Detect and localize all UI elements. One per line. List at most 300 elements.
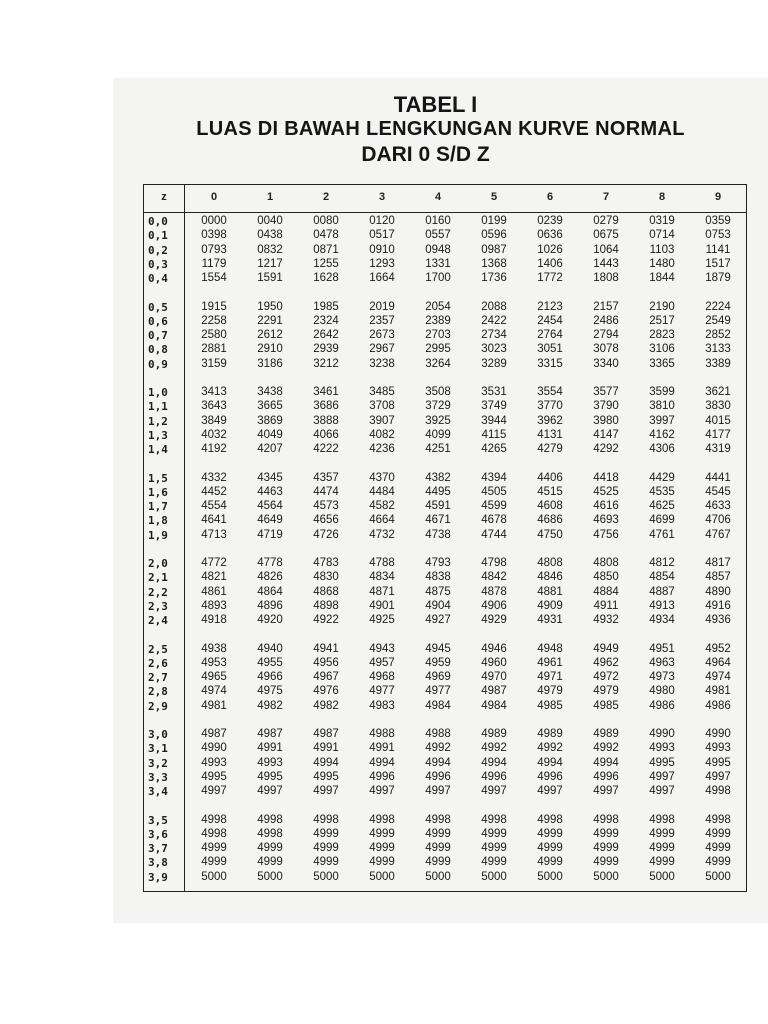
table-cell: 4994 [593, 756, 619, 769]
table-cell: 4943 [369, 642, 395, 655]
table-cell: 3023 [481, 343, 507, 356]
table-cell: 4838 [425, 571, 451, 584]
table-cell: 0160 [425, 215, 451, 227]
table-cell: 1517 [705, 257, 731, 270]
table-cell: 4951 [649, 642, 675, 655]
table-cell: 4686 [537, 514, 563, 527]
table-cell: 4982 [257, 699, 283, 712]
table-cell: 5000 [369, 870, 395, 883]
table-cell: 4484 [369, 485, 395, 498]
column-header: 1 [266, 191, 274, 203]
table-cell: 4761 [649, 528, 675, 541]
table-cell: 4986 [649, 699, 675, 712]
table-cell: 1141 [705, 243, 731, 256]
table-cell: 4998 [369, 813, 395, 826]
table-cell: 4991 [313, 742, 339, 755]
table-cell: 4857 [705, 571, 731, 584]
table-cell: 0557 [425, 229, 451, 242]
table-cell: 4599 [481, 500, 507, 513]
table-cell: 3888 [313, 414, 339, 427]
table-cell: 0871 [313, 243, 339, 256]
table-cell: 4545 [705, 485, 731, 498]
table-cell: 2054 [425, 300, 451, 313]
table-cell: 4066 [313, 428, 339, 441]
table-cell: 4994 [313, 756, 339, 769]
table-cell: 4922 [313, 614, 339, 627]
table-cell: 3980 [593, 414, 619, 427]
table-cell: 2019 [369, 300, 395, 313]
table-cell: 4015 [705, 414, 731, 427]
table-row [144, 700, 746, 714]
table-cell: 4429 [649, 471, 675, 484]
table-cell: 4999 [649, 842, 675, 855]
table-cell: 4938 [201, 642, 227, 655]
table-cell: 2642 [313, 329, 339, 342]
table-cell: 0000 [201, 215, 227, 227]
table-cell: 1103 [649, 243, 675, 256]
table-cell: 4999 [705, 827, 731, 840]
table-cell: 1026 [537, 243, 563, 256]
table-cell: 4959 [425, 656, 451, 669]
table-cell: 4968 [369, 671, 395, 684]
table-cell: 4793 [425, 557, 451, 569]
table-cell: 4875 [425, 585, 451, 598]
table-cell: 1179 [201, 257, 227, 270]
table-cell: 4990 [705, 728, 731, 740]
table-cell: 4641 [201, 514, 227, 527]
table-cell: 3749 [481, 400, 507, 413]
table-cell: 4162 [649, 428, 675, 441]
table-cell: 4999 [593, 827, 619, 840]
table-cell: 4884 [593, 585, 619, 598]
table-cell: 4961 [537, 656, 563, 669]
table-row [144, 500, 746, 514]
table-cell: 4987 [481, 685, 507, 698]
table-cell: 4913 [649, 599, 675, 612]
z-value: 2,3 [148, 599, 168, 613]
table-cell: 4893 [201, 599, 227, 612]
table-cell: 2486 [593, 314, 619, 327]
table-cell: 4997 [481, 785, 507, 798]
table-cell: 4949 [593, 642, 619, 655]
table-cell: 4936 [705, 614, 731, 627]
table-cell: 3643 [201, 400, 227, 413]
table-cell: 4664 [369, 514, 395, 527]
title-block [113, 92, 768, 167]
table-cell: 4319 [705, 443, 731, 456]
table-cell: 4999 [257, 856, 283, 869]
table-subtitle: LUAS DI BAWAH LENGKUNGAN KURVE NORMAL [196, 118, 685, 140]
table-cell: 4871 [369, 585, 395, 598]
table-cell: 2422 [481, 314, 507, 327]
table-cell: 4306 [649, 443, 675, 456]
table-cell: 4948 [537, 642, 563, 655]
table-cell: 4996 [481, 770, 507, 783]
table-cell: 4999 [369, 856, 395, 869]
table-cell: 4292 [593, 443, 619, 456]
table-cell: 2088 [481, 300, 507, 313]
table-cell: 4999 [313, 827, 339, 840]
table-cell: 4988 [369, 728, 395, 740]
table-cell: 4976 [313, 685, 339, 698]
table-cell: 4998 [649, 813, 675, 826]
table-cell: 4726 [313, 528, 339, 541]
table-cell: 4826 [257, 571, 283, 584]
table-cell: 3438 [257, 386, 283, 398]
table-row [144, 229, 746, 243]
table-cell: 4940 [257, 642, 283, 655]
table-row [144, 244, 746, 258]
table-cell: 4997 [425, 785, 451, 798]
table-cell: 0596 [481, 229, 507, 242]
table-cell: 1844 [649, 272, 675, 285]
table-cell: 4898 [313, 599, 339, 612]
table-cell: 3621 [705, 386, 731, 398]
table-cell: 3830 [705, 400, 731, 413]
table-cell: 4861 [201, 585, 227, 598]
table-cell: 4582 [369, 500, 395, 513]
table-cell: 4988 [425, 728, 451, 740]
table-cell: 4969 [425, 671, 451, 684]
table-cell: 4906 [481, 599, 507, 612]
table-cell: 3159 [201, 357, 227, 370]
table-cell: 3485 [369, 386, 395, 398]
table-cell: 4990 [649, 728, 675, 740]
table-cell: 4573 [313, 500, 339, 513]
table-cell: 4418 [593, 471, 619, 484]
table-cell: 0438 [257, 229, 283, 242]
table-cell: 3997 [649, 414, 675, 427]
table-cell: 1406 [537, 257, 563, 270]
table-cell: 4955 [257, 656, 283, 669]
table-cell: 4967 [313, 671, 339, 684]
table-cell: 4678 [481, 514, 507, 527]
table-cell: 4977 [425, 685, 451, 698]
table-cell: 4996 [537, 770, 563, 783]
table-cell: 4990 [201, 742, 227, 755]
table-cell: 4997 [537, 785, 563, 798]
table-cell: 4987 [313, 728, 339, 740]
table-cell: 2324 [313, 314, 339, 327]
table-cell: 4982 [313, 699, 339, 712]
table-cell: 4864 [257, 585, 283, 598]
table-cell: 0714 [649, 229, 675, 242]
table-row [144, 415, 746, 429]
table-row [144, 258, 746, 272]
table-cell: 5000 [649, 870, 675, 883]
table-cell: 4767 [705, 528, 731, 541]
table-cell: 4974 [705, 671, 731, 684]
table-cell: 1443 [593, 257, 619, 270]
table-cell: 4983 [369, 699, 395, 712]
table-cell: 4997 [313, 785, 339, 798]
table-cell: 4920 [257, 614, 283, 627]
table-cell: 4999 [201, 856, 227, 869]
z-value: 1,3 [148, 428, 168, 442]
table-cell: 4985 [593, 699, 619, 712]
table-cell: 4750 [537, 528, 563, 541]
table-row [144, 643, 746, 657]
table-cell: 3531 [481, 386, 507, 398]
table-cell: 4406 [537, 471, 563, 484]
table-cell: 4744 [481, 528, 507, 541]
table-cell: 4998 [537, 813, 563, 826]
table-cell: 4992 [481, 742, 507, 755]
table-cell: 2939 [313, 343, 339, 356]
table-cell: 4925 [369, 614, 395, 627]
table-cell: 4995 [705, 756, 731, 769]
z-value: 3,0 [148, 728, 168, 741]
z-value: 1,8 [148, 514, 168, 528]
table-cell: 4998 [201, 813, 227, 826]
table-cell: 3554 [537, 386, 563, 398]
table-cell: 4382 [425, 471, 451, 484]
table-cell: 2123 [537, 300, 563, 313]
table-cell: 4554 [201, 500, 227, 513]
table-cell: 4977 [369, 685, 395, 698]
table-cell: 4868 [313, 585, 339, 598]
table-cell: 3106 [649, 343, 675, 356]
table-cell: 4649 [257, 514, 283, 527]
table-cell: 0319 [649, 215, 675, 227]
table-cell: 4878 [481, 585, 507, 598]
table-cell: 3340 [593, 357, 619, 370]
table-cell: 4999 [425, 842, 451, 855]
z-value: 2,9 [148, 699, 168, 713]
table-cell: 2734 [481, 329, 507, 342]
table-cell: 0239 [537, 215, 563, 227]
table-cell: 2157 [593, 300, 619, 313]
z-value: 0,7 [148, 329, 168, 343]
table-cell: 4535 [649, 485, 675, 498]
table-header [144, 185, 746, 213]
z-value: 0,1 [148, 229, 168, 243]
column-header: 8 [658, 191, 666, 203]
table-cell: 4986 [705, 699, 731, 712]
table-row [144, 443, 746, 457]
table-cell: 1985 [313, 300, 339, 313]
z-value: 3,9 [148, 870, 168, 884]
table-cell: 4901 [369, 599, 395, 612]
table-cell: 4909 [537, 599, 563, 612]
table-cell: 3238 [369, 357, 395, 370]
table-cell: 4992 [425, 742, 451, 755]
table-cell: 4981 [201, 699, 227, 712]
table-row [144, 757, 746, 771]
table-row [144, 343, 746, 357]
table-cell: 4357 [313, 471, 339, 484]
table-cell: 1700 [425, 272, 451, 285]
table-cell: 4941 [313, 642, 339, 655]
z-value: 0,4 [148, 272, 168, 286]
table-cell: 4987 [257, 728, 283, 740]
table-cell: 2673 [369, 329, 395, 342]
table-cell: 1808 [593, 272, 619, 285]
table-cell: 0199 [481, 215, 507, 227]
table-cell: 4980 [649, 685, 675, 698]
table-cell: 4999 [313, 842, 339, 855]
table-cell: 4177 [705, 428, 731, 441]
z-value: 2,7 [148, 671, 168, 685]
table-cell: 4998 [705, 785, 731, 798]
table-cell: 4713 [201, 528, 227, 541]
table-cell: 3264 [425, 357, 451, 370]
table-row [144, 842, 746, 856]
table-cell: 4999 [593, 856, 619, 869]
table-cell: 2454 [537, 314, 563, 327]
table-cell: 4332 [201, 471, 227, 484]
table-row [144, 486, 746, 500]
table-cell: 4082 [369, 428, 395, 441]
table-row [144, 472, 746, 486]
table-cell: 4973 [649, 671, 675, 684]
table-cell: 3577 [593, 386, 619, 398]
table-cell: 4474 [313, 485, 339, 498]
table-cell: 5000 [257, 870, 283, 883]
table-cell: 4918 [201, 614, 227, 627]
table-cell: 2852 [705, 329, 731, 342]
table-cell: 2389 [425, 314, 451, 327]
table-row [144, 657, 746, 671]
z-value: 2,5 [148, 642, 168, 656]
table-cell: 4222 [313, 443, 339, 456]
table-cell: 1293 [369, 257, 395, 270]
column-header: 5 [490, 191, 498, 203]
table-cell: 3186 [257, 357, 283, 370]
table-cell: 4783 [313, 557, 339, 569]
table-cell: 4911 [593, 599, 619, 612]
table-cell: 4699 [649, 514, 675, 527]
table-cell: 4798 [481, 557, 507, 569]
table-cell: 2258 [201, 314, 227, 327]
table-cell: 4966 [257, 671, 283, 684]
table-cell: 4115 [481, 428, 507, 441]
table-row [144, 315, 746, 329]
column-header: 9 [714, 191, 722, 203]
table-cell: 4999 [257, 842, 283, 855]
table-cell: 0910 [369, 243, 395, 256]
table-cell: 4999 [313, 856, 339, 869]
table-row [144, 301, 746, 315]
table-cell: 4965 [201, 671, 227, 684]
table-row [144, 586, 746, 600]
table-cell: 0987 [481, 243, 507, 256]
table-cell: 3770 [537, 400, 563, 413]
table-cell: 4995 [257, 770, 283, 783]
table-cell: 3944 [481, 414, 507, 427]
table-cell: 1554 [201, 272, 227, 285]
table-cell: 1331 [425, 257, 451, 270]
table-cell: 3289 [481, 357, 507, 370]
table-cell: 4345 [257, 471, 283, 484]
table-cell: 3665 [257, 400, 283, 413]
z-value: 0,3 [148, 257, 168, 271]
table-cell: 4515 [537, 485, 563, 498]
table-cell: 4993 [649, 742, 675, 755]
table-cell: 4192 [201, 443, 227, 456]
table-cell: 4778 [257, 557, 283, 569]
z-value: 3,5 [148, 813, 168, 827]
z-value: 0,5 [148, 300, 168, 314]
table-cell: 4999 [537, 856, 563, 869]
table-cell: 1772 [537, 272, 563, 285]
table-cell: 4960 [481, 656, 507, 669]
table-subtitle-range: DARI 0 S/D Z [361, 143, 490, 166]
table-cell: 4719 [257, 528, 283, 541]
table-cell: 0120 [369, 215, 395, 227]
table-cell: 4994 [425, 756, 451, 769]
table-cell: 0636 [537, 229, 563, 242]
column-header: 6 [546, 191, 554, 203]
table-cell: 4370 [369, 471, 395, 484]
table-row [144, 272, 746, 286]
table-cell: 2612 [257, 329, 283, 342]
table-cell: 0359 [705, 215, 731, 227]
table-cell: 4994 [369, 756, 395, 769]
z-value: 1,6 [148, 485, 168, 499]
table-cell: 2794 [593, 329, 619, 342]
table-cell: 3729 [425, 400, 451, 413]
table-cell: 4999 [425, 856, 451, 869]
table-cell: 5000 [313, 870, 339, 883]
z-value: 3,1 [148, 742, 168, 756]
table-cell: 4881 [537, 585, 563, 598]
column-header: 7 [602, 191, 610, 203]
table-row [144, 614, 746, 628]
table-cell: 2517 [649, 314, 675, 327]
z-value: 2,0 [148, 557, 168, 570]
table-cell: 0040 [257, 215, 283, 227]
table-cell: 4999 [369, 827, 395, 840]
table-cell: 4693 [593, 514, 619, 527]
table-cell: 4963 [649, 656, 675, 669]
table-cell: 4564 [257, 500, 283, 513]
table-cell: 4099 [425, 428, 451, 441]
table-cell: 3389 [705, 357, 731, 370]
table-cell: 4998 [201, 827, 227, 840]
table-row [144, 871, 746, 885]
table-cell: 4984 [481, 699, 507, 712]
table-cell: 4996 [369, 770, 395, 783]
table-cell: 4808 [593, 557, 619, 569]
table-cell: 4616 [593, 500, 619, 513]
table-row [144, 429, 746, 443]
table-cell: 4995 [313, 770, 339, 783]
table-cell: 4993 [201, 756, 227, 769]
table-cell: 4979 [537, 685, 563, 698]
table-row [144, 771, 746, 785]
table-row [144, 685, 746, 699]
column-header: 0 [210, 191, 218, 203]
table-cell: 4999 [705, 842, 731, 855]
table-cell: 4999 [481, 856, 507, 869]
table-cell: 4633 [705, 500, 731, 513]
table-cell: 4505 [481, 485, 507, 498]
z-value: 3,2 [148, 756, 168, 770]
table-cell: 3078 [593, 343, 619, 356]
z-value: 2,1 [148, 571, 168, 585]
table-cell: 4591 [425, 500, 451, 513]
table-cell: 4896 [257, 599, 283, 612]
table-cell: 2703 [425, 329, 451, 342]
table-cell: 4932 [593, 614, 619, 627]
table-cell: 4788 [369, 557, 395, 569]
table-cell: 4975 [257, 685, 283, 698]
table-cell: 4946 [481, 642, 507, 655]
table-cell: 4495 [425, 485, 451, 498]
table-cell: 4927 [425, 614, 451, 627]
table-cell: 4207 [257, 443, 283, 456]
